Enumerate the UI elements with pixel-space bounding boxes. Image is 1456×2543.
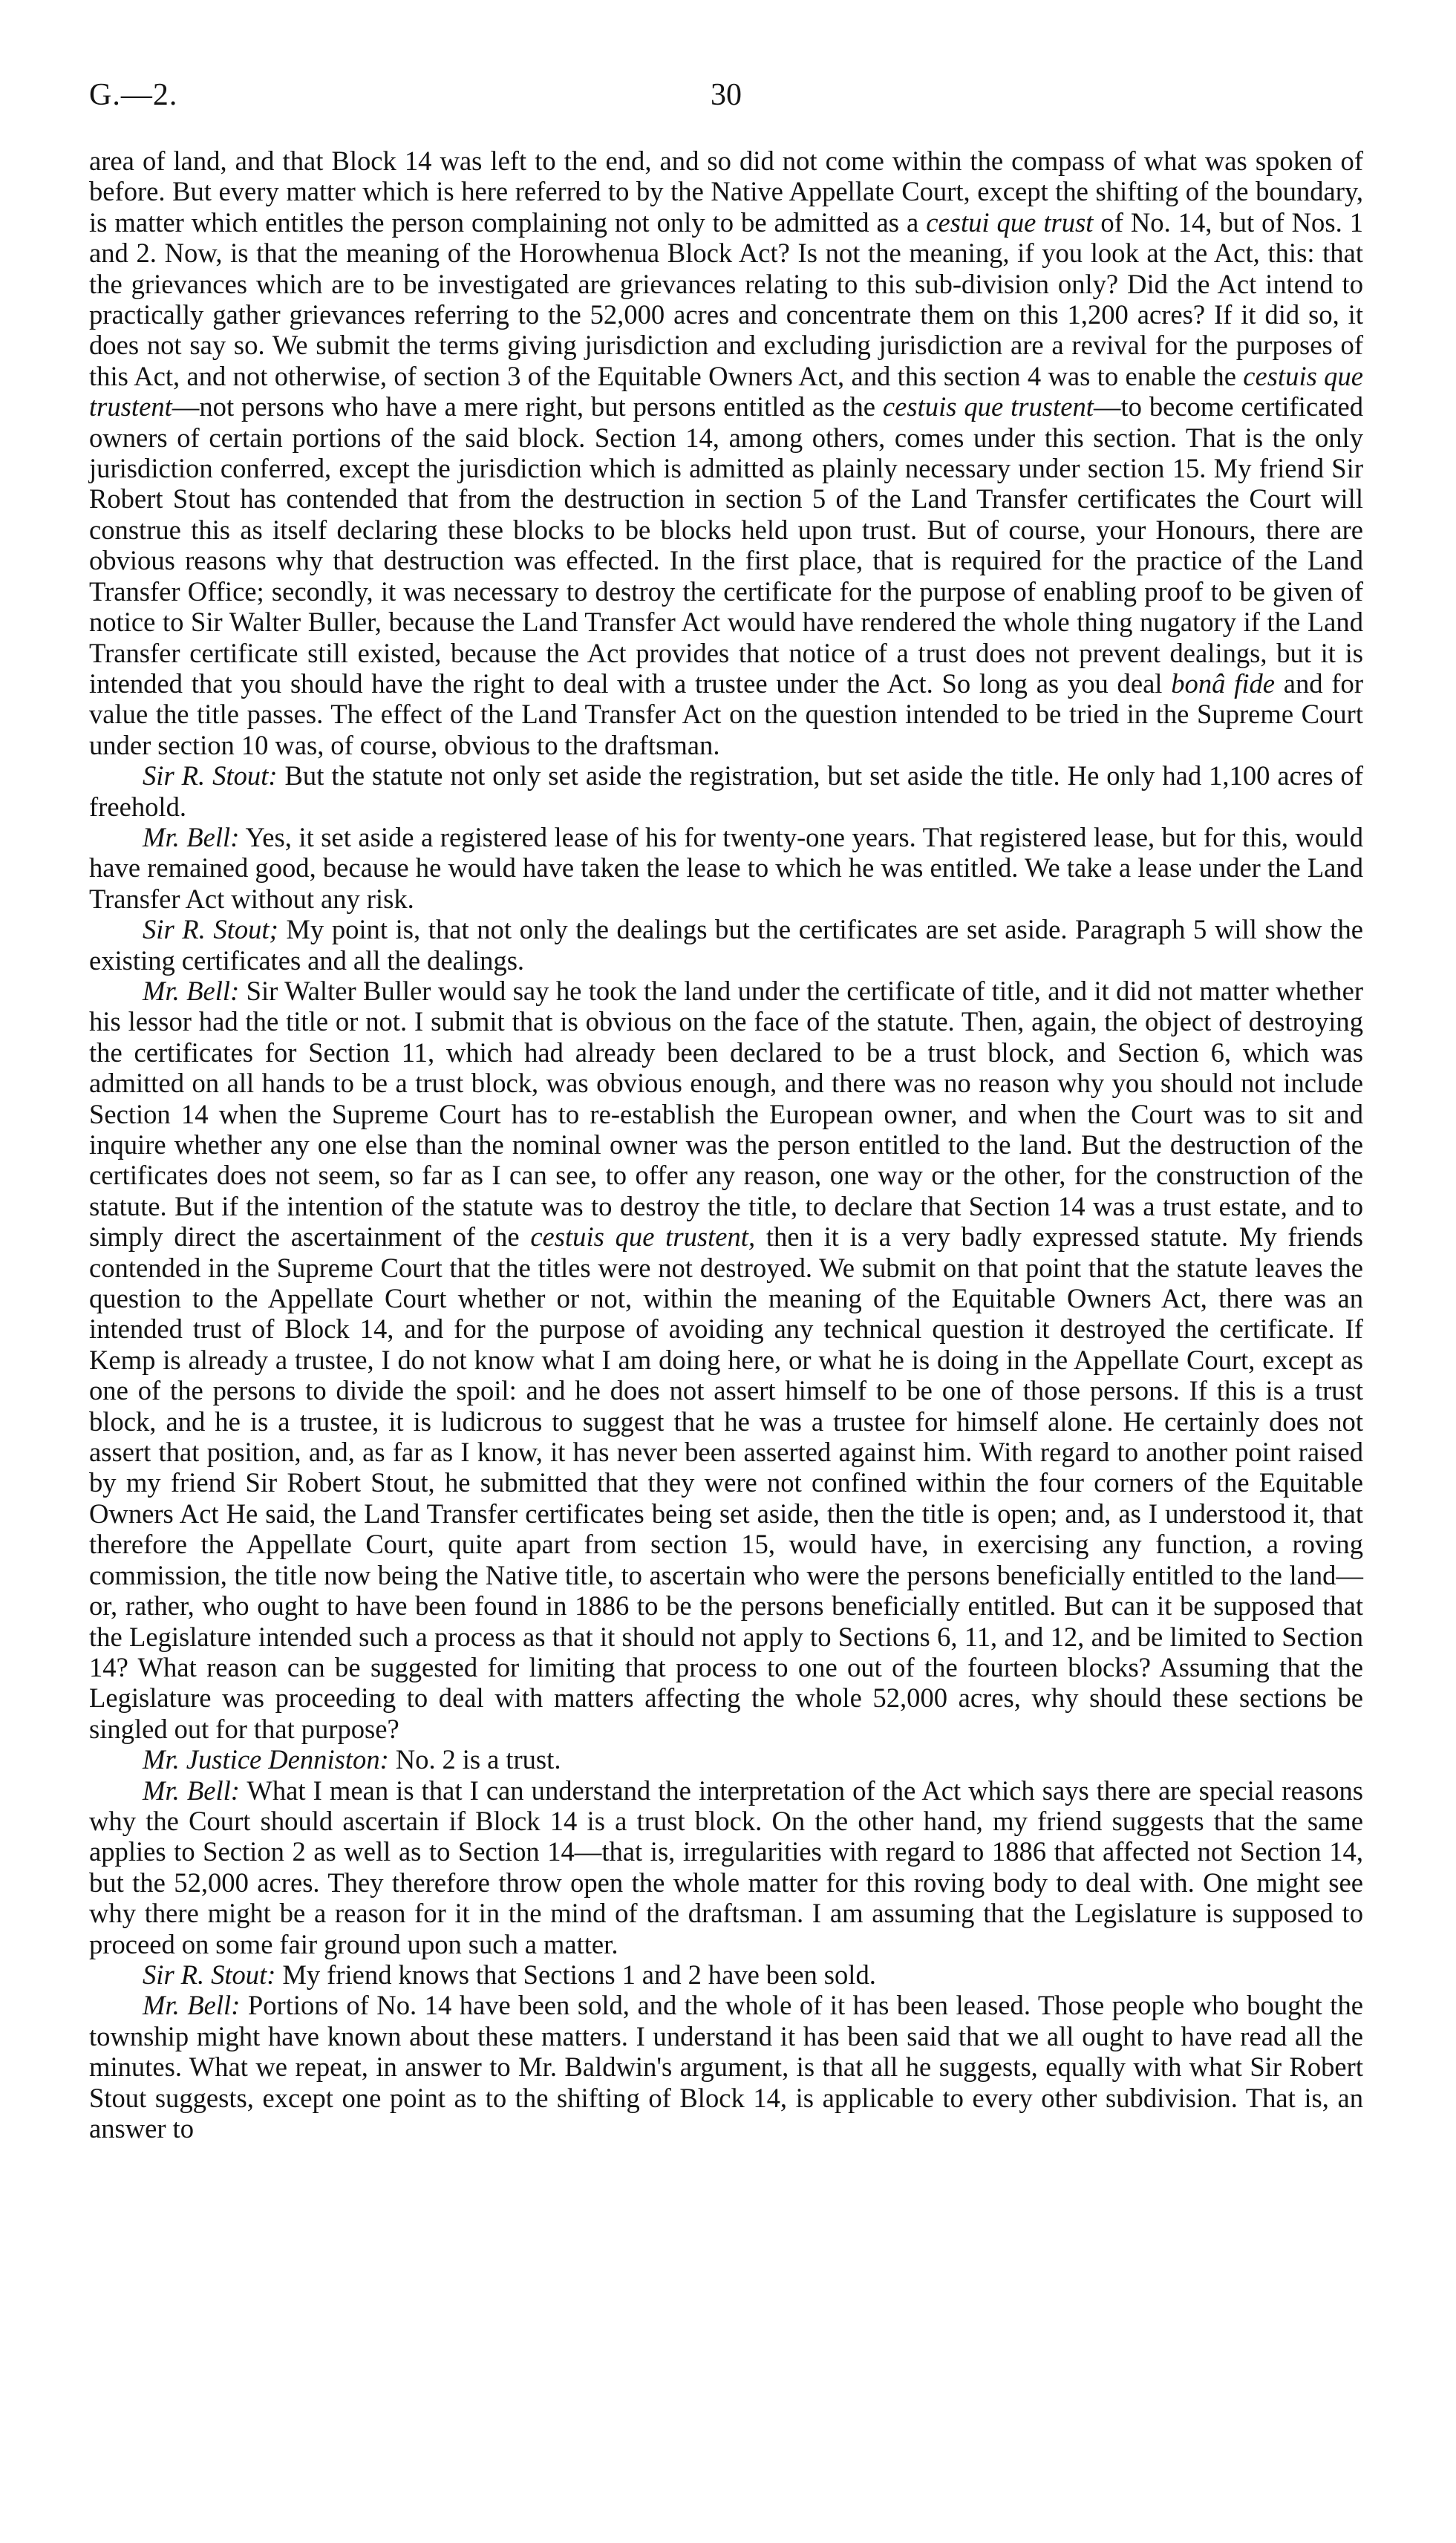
speaker-name: Sir R. Stout; (143, 914, 278, 945)
paragraph: Mr. Bell: Yes, it set aside a registered lease of his for twenty-one years. That registered lease, but for this, would have remained good, because he would have taken the lease to which he was entitled. We take a lease under the Land Transfer Act without any risk. (89, 821, 1363, 914)
speaker-name: Sir R. Stout: (143, 760, 278, 791)
page-number: 30 (711, 78, 742, 112)
paragraph: Sir R. Stout; My point is, that not only the dealings but the certificates are set aside. Paragraph 5 will show the existing certificates and all the dealings. (89, 914, 1363, 976)
paragraph: Mr. Bell: What I mean is that I can understand the interpretation of the Act which says there are special reasons why the Court should ascertain if Block 14 is a trust block. On the other hand, my friend suggests that the same applies to Section 2 as well as to Section 14—that is, irregularities with regard to 1886 that affected not Section 14, but the 52,000 acres. They therefore throw open the whole matter for this roving body to deal with. One might see why there might be a reason for it in the mind of the draftsman. I am assuming that the Legislature is supposed to proceed on some fair ground upon such a matter. (89, 1775, 1363, 1959)
paragraph: Sir R. Stout: But the statute not only set aside the registration, but set aside the title. He only had 1,100 acres of freehold. (89, 760, 1364, 822)
paragraph: Mr. Bell: Sir Walter Buller would say he took the land under the certificate of title, and it did not matter whether his lessor had the title or not. I submit that is obvious on the face of the statute. Then, again, the object of destroying the certificates for Section 11, which had already been declared to be a trust block, and Section 6, which was admitted on all hands to be a trust block, was obvious enough, and there was no reason why you should not include Section 14 when the Supreme Court has to re-establish the European owner, and when the Court was to sit and inquire whether any one else than the nominal owner was the person entitled to the land. But the destruction of the certificates does not seem, so far as I can see, to offer any reason, one way or the other, for the construction of the statute. But if the intention of the statute was to destroy the title, to declare that Section 14 was a trust estate, and to simply direct the ascertainment of the cestuis que trustent, then it is a very badly expressed statute. My friends contended in the Supreme Court that the titles were not destroyed. We submit on that point that the statute leaves the question to the Appellate Court whether or not, within the meaning of the Equitable Owners Act, there was an intended trust of Block 14, and for the purpose of avoiding any technical question it destroyed the certificate. If Kemp is already a trustee, I do not know what I am doing here, or what he is doing in the Appellate Court, except as one of the persons to divide the spoil: and he does not assert himself to be one of those persons. If this is a trust block, and he is a trustee, it is ludicrous to suggest that he was a trustee for himself alone. He certainly does not assert that position, and, as far as I know, it has never been asserted against him. With regard to another point raised by my friend Sir Robert Stout, he submitted that they were not confined within the four corners of the Equitable Owners Act He said, the Land Transfer certificates being set aside, then the title is open; and, as I understood it, that therefore the Appellate Court, quite apart from section 15, would have, in exercising any function, a roving commission, the title now being the Native title, to ascertain who were the persons beneficially entitled to the land—or, rather, who ought to have been found in 1886 to be the persons beneficially entitled. But can it be supposed that the Legislature intended such a process as that it should not apply to Sections 6, 11, and 12, and be limited to Section 14? What reason can be suggested for limiting that process to one out of the fourteen blocks? Assuming that the Legislature was proceeding to deal with matters affecting the whole 52,000 acres, why should these sections be singled out for that purpose? (89, 975, 1364, 1744)
speaker-name: Mr. Bell: (143, 1775, 240, 1806)
speaker-name: Mr. Justice Denniston: (143, 1744, 389, 1775)
paragraph: area of land, and that Block 14 was left to the end, and so did not come within the compass of what was spoken of before. But every matter which is here referred to by the Native Appellate Court, except the shifting of the boundary, is matter which entitles the person complaining not only to be admitted as a cestui que trust of No. 14, but of Nos. 1 and 2. Now, is that the meaning of the Horowhenua Block Act? Is not the meaning, if you look at the Act, this: that the grievances which are to be investigated are grievances relating to this sub-division only? Did the Act intend to practically gather grievances referring to the 52,000 acres and concentrate them on this 1,200 acres? If it did so, it does not say so. We submit the terms giving jurisdiction and excluding jurisdiction are a revival for the purposes of this Act, and not otherwise, of section 3 of the Equitable Owners Act, and this section 4 was to enable the cestuis que trustent—not persons who have a mere right, but persons entitled as the cestuis que trustent—to become certificated owners of certain portions of the said block. Section 14, among others, comes under this section. That is the only jurisdiction conferred, except the jurisdiction which is admitted as plainly necessary under section 15. My friend Sir Robert Stout has contended that from the destruction in section 5 of the Land Transfer certificates the Court will construe this as itself declaring these blocks to be blocks held upon trust. But of course, your Honours, there are obvious reasons why that destruction was effected. In the first place, that is required for the practice of the Land Transfer Office; secondly, it was necessary to destroy the certificate for the purpose of enabling proof to be given of notice to Sir Walter Buller, because the Land Transfer Act would have rendered the whole thing nugatory if the Land Transfer certificate still existed, because the Act provides that notice of a trust does not prevent dealings, but it is intended that you should have the right to deal with a trustee under the Act. So long as you deal bonâ fide and for value the title passes. The effect of the Land Transfer Act on the question intended to be tried in the Supreme Court under section 10 was, of course, obvious to the draftsman. (89, 146, 1364, 760)
speaker-name: Mr. Bell: (143, 821, 240, 852)
page-header (89, 77, 1363, 122)
paragraph: Mr. Bell: Portions of No. 14 have been sold, and the whole of it has been leased. Those people who bought the township might have known about these matters. I understand it has been said that we all ought to have read all the minutes. What we repeat, in answer to Mr. Baldwin's argument, is that all he suggests, equally with what Sir Robert Stout suggests, except one point as to the shifting of Block 14, is applicable to every other subdivision. That is, an answer to (89, 1990, 1363, 2144)
speaker-name: Sir R. Stout: (143, 1959, 276, 1990)
speaker-name: Mr. Bell: (143, 975, 240, 1006)
document-reference: G.—2. (89, 78, 178, 112)
paragraph: Sir R. Stout: My friend knows that Sections 1 and 2 have been sold. (143, 1959, 876, 1990)
document-body (89, 146, 1363, 2144)
paragraph: Mr. Justice Denniston: No. 2 is a trust. (143, 1744, 561, 1775)
speaker-name: Mr. Bell: (143, 1990, 241, 2021)
